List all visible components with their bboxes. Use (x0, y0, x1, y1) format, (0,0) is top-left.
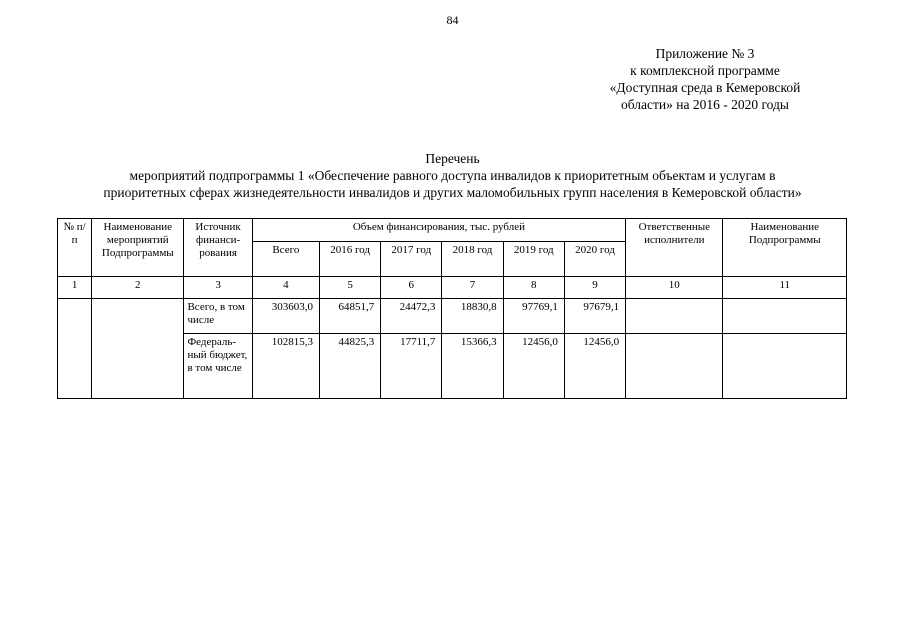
appendix-line: Приложение № 3 (655, 46, 755, 61)
appendix-line: к комплексной программе (630, 63, 780, 78)
cell-total: 102815,3 (252, 334, 319, 399)
table-row (58, 299, 847, 334)
cell-value: 24472,3 (381, 299, 442, 334)
header-funding: Объем финансирования, тыс. рублей (252, 219, 625, 242)
appendix-line: «Доступная среда в Кемеровской (609, 80, 801, 95)
column-number: 11 (723, 277, 847, 299)
cell-value: 15366,3 (442, 334, 503, 399)
heading-title: Перечень (425, 151, 480, 166)
column-number: 2 (92, 277, 184, 299)
header-name: Наименование мероприятий Подпрограммы (92, 219, 184, 277)
header-row (58, 219, 847, 242)
column-number: 6 (381, 277, 442, 299)
cell-responsible (626, 334, 723, 399)
funding-table (57, 218, 847, 399)
cell-value: 17711,7 (381, 334, 442, 399)
header-year: 2017 год (381, 242, 442, 277)
heading-subtitle: мероприятий подпрограммы 1 «Обеспечение равного доступа инвалидов к приоритетным объектам и услугам в (129, 168, 776, 183)
column-number: 10 (626, 277, 723, 299)
cell-responsible (626, 299, 723, 334)
column-number: 4 (252, 277, 319, 299)
header-responsible: Ответственные исполнители (626, 219, 723, 277)
header-year: 2020 год (564, 242, 625, 277)
header-source: Источник финанси-рования (184, 219, 252, 277)
cell-value: 97679,1 (564, 299, 625, 334)
cell-num (58, 299, 92, 399)
heading-subtitle: приоритетных сферах жизнедеятельности инвалидов и других маломобильных групп населения в Кемеровской области» (103, 185, 802, 200)
column-number: 3 (184, 277, 252, 299)
cell-value: 12456,0 (564, 334, 625, 399)
cell-value: 44825,3 (319, 334, 380, 399)
column-number: 5 (319, 277, 380, 299)
cell-name (92, 299, 184, 399)
cell-subprogram (723, 299, 847, 334)
cell-source: Всего, в том числе (184, 299, 252, 334)
header-year: 2019 год (503, 242, 564, 277)
column-number: 9 (564, 277, 625, 299)
cell-value: 18830,8 (442, 299, 503, 334)
document-heading (40, 150, 865, 201)
cell-total: 303603,0 (252, 299, 319, 334)
header-subprogram: Наименование Подпрограммы (723, 219, 847, 277)
column-number-row (58, 277, 847, 299)
appendix-block (590, 45, 820, 113)
cell-source: Федераль-ный бюджет, в том числе (184, 334, 252, 399)
cell-value: 97769,1 (503, 299, 564, 334)
column-number: 1 (58, 277, 92, 299)
column-number: 8 (503, 277, 564, 299)
column-number: 7 (442, 277, 503, 299)
header-year: 2016 год (319, 242, 380, 277)
cell-subprogram (723, 334, 847, 399)
cell-value: 64851,7 (319, 299, 380, 334)
header-total: Всего (252, 242, 319, 277)
page-number: 84 (446, 13, 459, 27)
cell-value: 12456,0 (503, 334, 564, 399)
appendix-line: области» на 2016 - 2020 годы (621, 97, 789, 112)
header-year: 2018 год (442, 242, 503, 277)
header-num: № п/п (58, 219, 92, 277)
